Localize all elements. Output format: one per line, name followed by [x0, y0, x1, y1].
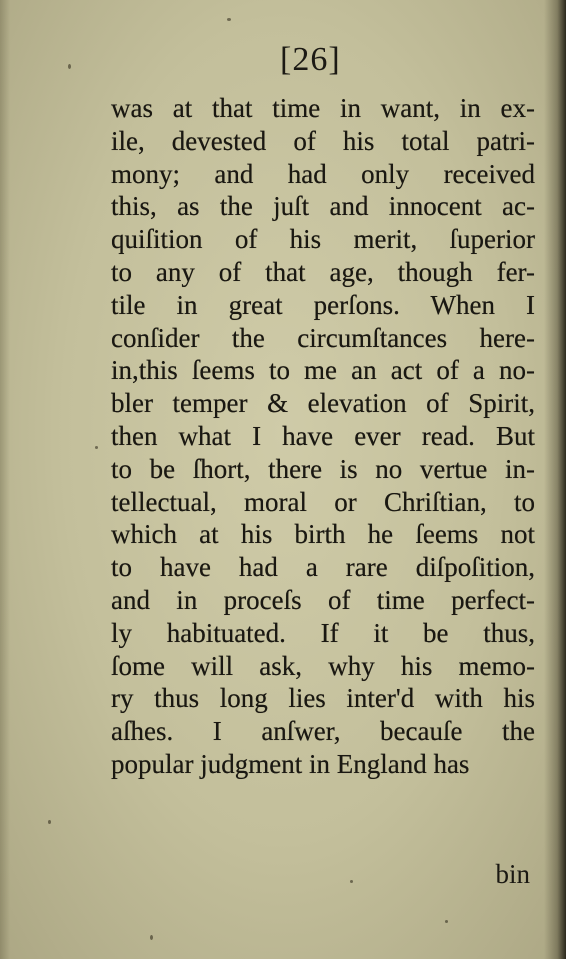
- text-line-8: conſider the circumſtances here-: [111, 322, 535, 353]
- text-line-5: quiſition of his merit, ſuperior: [111, 224, 535, 255]
- body-text: [111, 92, 535, 781]
- text-line-16: and in proceſs of time perfect-: [111, 584, 535, 615]
- page-number: [26]: [280, 41, 341, 78]
- text-line-2: ile, devested of his total patri-: [111, 125, 535, 156]
- paper-speck: [445, 920, 448, 923]
- paper-speck: [350, 880, 353, 883]
- text-line-7: tile in great perſons. When I: [111, 289, 535, 320]
- text-line-13: tellectual, moral or Chriſtian, to: [111, 486, 535, 517]
- text-line-6: to any of that age, though fer-: [111, 256, 535, 287]
- text-line-10: bler temper & elevation of Spirit,: [111, 388, 535, 419]
- text-line-11: then what I have ever read. But: [111, 420, 535, 451]
- text-line-3: mony; and had only received: [111, 158, 535, 189]
- paper-speck: [227, 18, 231, 21]
- text-line-1: was at that time in want, in ex-: [111, 93, 535, 123]
- text-line-21: popular judgment in England has: [111, 748, 470, 779]
- paper-speck: [68, 64, 71, 69]
- text-line-14: which at his birth he ſeems not: [111, 519, 535, 550]
- text-line-12: to be ſhort, there is no vertue in-: [111, 453, 535, 484]
- text-line-19: ry thus long lies inter'd with his: [111, 683, 535, 714]
- text-line-15: to have had a rare diſpoſition,: [111, 552, 535, 583]
- paper-speck: [150, 935, 153, 940]
- page-left-shadow: [0, 0, 10, 959]
- catchword: bin: [495, 859, 530, 889]
- page-right-binding-shadow: [544, 0, 566, 959]
- paper-speck: [95, 446, 98, 449]
- text-line-9: in,this ſeems to me an act of a no-: [111, 355, 535, 386]
- text-line-4: this, as the juſt and innocent ac-: [111, 191, 535, 222]
- text-line-20: aſhes. I anſwer, becauſe the: [111, 716, 535, 747]
- text-line-18: ſome will ask, why his memo-: [111, 650, 535, 681]
- paper-speck: [48, 820, 51, 824]
- text-line-17: ly habituated. If it be thus,: [111, 617, 535, 648]
